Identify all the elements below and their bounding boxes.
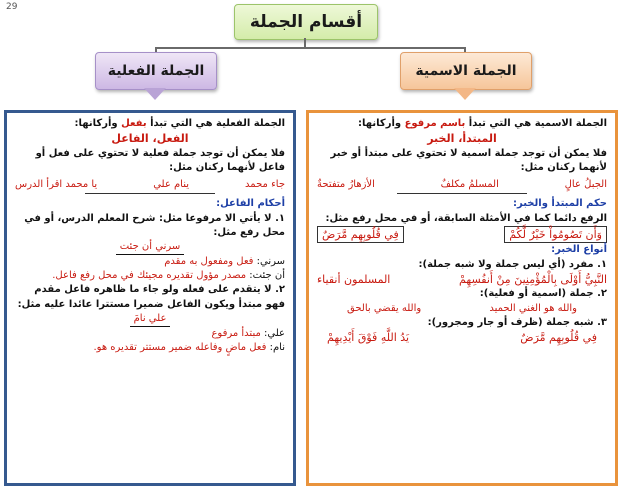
- example-item: والله هو الغني الحميد: [489, 302, 577, 314]
- example-item: يا محمد اقرأ الدرس: [15, 179, 98, 191]
- main-title: أقسام الجملة: [234, 4, 378, 40]
- example-item: ينام علي: [153, 179, 190, 191]
- divider: [85, 193, 215, 194]
- verbal-rule-2: ٢. لا يتقدم على فعله ولو جاء ما ظاهره فاعل مقدم فهو مبتدأ ويكون الفاعل ضميرا مستترا عائدا عليه مثل:: [17, 284, 285, 310]
- example-item: والله يقضي بالحق: [347, 302, 422, 314]
- nominal-examples: [317, 178, 607, 192]
- nominal-sentence-panel: [306, 110, 618, 486]
- verbal-sentence-heading: الجملة الفعلية: [95, 52, 217, 90]
- verbal-rule-2-example: علي نامَ: [15, 312, 285, 327]
- verbal-key-term: بفعل: [121, 118, 147, 129]
- predicate-type-3: ٣. شبه جملة (ظرف أو جار ومجرور):: [427, 316, 607, 328]
- nominal-sentence-heading: الجملة الاسمية: [400, 52, 532, 90]
- example-item: النَّبِيُّ أَوْلَى بِالْمُؤْمِنِينَ مِنْ أَنفُسِهِمْ: [459, 272, 607, 286]
- verbal-definition: الجملة الفعلية هي التي تبدأ بفعل وأركانها:: [74, 118, 285, 129]
- example-item: الجبلُ عالٍ: [564, 179, 607, 191]
- verbal-rule-1-parse-b: أن جئت: مصدر مؤول تقديره مجيئك في محل رفع فاعل.: [52, 270, 285, 282]
- quran-example: وَأَن تَصُومُواْ خَيْرٌ لَّكُمْ: [504, 226, 607, 244]
- verbal-pillars: الفعل، الفاعل: [111, 132, 189, 146]
- down-arrow-icon: [144, 88, 166, 100]
- verbal-rule-1-example: سرني أن جئت: [15, 240, 285, 255]
- nominal-definition: الجملة الاسمية هي التي تبدأ باسم مرفوع وأركانها:: [358, 118, 607, 129]
- example-item: المسلمُ مكلفٌ: [440, 179, 499, 191]
- example-item: يَدُ اللَّهِ فَوْقَ أَيْدِيهِمْ: [327, 330, 410, 344]
- predicate-type-2: ٢. جملة (اسمية أو فعلية):: [479, 288, 607, 300]
- predicate-type-3-examples: [317, 330, 607, 346]
- predicate-type-2-examples: [317, 302, 607, 316]
- verbal-rule-1: ١. لا يأتي الا مرفوعا مثل: شرح المعلم الدرس، أو في محل رفع مثل:: [24, 212, 285, 238]
- quran-example: فِي قُلُوبِهِم مَّرَضٌ: [317, 226, 404, 244]
- nominal-pillars: المبتدأ، الخبر: [427, 132, 497, 146]
- example-item: جاء محمد: [245, 179, 285, 191]
- nominal-rule: الرفع دائما كما في الأمثلة السابقة، أو في محل رفع مثل:: [325, 212, 607, 224]
- predicate-type-1-examples: [317, 272, 607, 288]
- divider: [397, 193, 527, 194]
- verbal-rule-1-parse-a: سرني: فعل ومفعول به مقدم: [164, 256, 285, 268]
- verbal-no-sentence: فلا يمكن أن توجد جملة فعلية لا تحتوي على فعل أو فاعل لأنهما ركنان مثل:: [35, 147, 285, 173]
- verbal-rule-2-parse-a: علي: مبتدأ مرفوع: [211, 328, 285, 340]
- example-item: الأزهارُ متفتحةٌ: [317, 179, 375, 191]
- nominal-rules-title: حكم المبتدأ والخبر:: [513, 198, 607, 210]
- example-item: فِي قُلُوبِهِم مَّرَضٌ: [520, 330, 597, 344]
- connector-horizontal: [155, 47, 465, 49]
- verbal-rules-title: أحكام الفاعل:: [216, 198, 285, 210]
- nominal-no-sentence: فلا يمكن أن توجد جملة اسمية لا تحتوي على مبتدأ أو خبر لأنهما ركنان مثل:: [330, 147, 607, 173]
- nominal-key-term: باسم مرفوع: [404, 118, 466, 129]
- nominal-types-title: أنواع الخبر:: [551, 244, 607, 256]
- verbal-examples: [15, 178, 285, 192]
- page-number: 29: [6, 2, 18, 12]
- example-item: المسلمون أنقياء: [317, 272, 391, 286]
- predicate-type-1: ١. مفرد (أي ليس جملة ولا شبه جملة):: [418, 258, 607, 270]
- down-arrow-icon: [454, 88, 476, 100]
- verbal-rule-2-parse-b: نام: فعل ماضٍ وفاعله ضمير مستتر تقديره هو.: [93, 342, 285, 354]
- nominal-rule-examples: [317, 226, 607, 244]
- verbal-sentence-panel: [4, 110, 296, 486]
